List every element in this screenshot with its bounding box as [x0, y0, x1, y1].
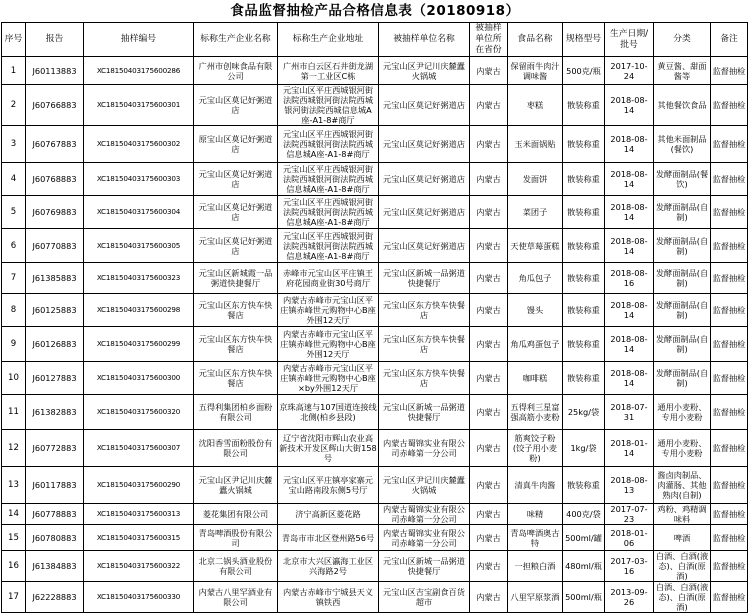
table-row — [2, 327, 748, 362]
seq-cell: 4 — [2, 163, 26, 196]
remark-cell: 监督抽检 — [711, 525, 748, 551]
report-cell: J60117883 — [26, 467, 84, 504]
spec-cell: 散装称重 — [563, 294, 605, 327]
spec-cell: 散装称重 — [563, 163, 605, 196]
spec-cell: 散装称重 — [563, 327, 605, 362]
seq-cell: 8 — [2, 294, 26, 327]
province-cell: 内蒙古 — [470, 85, 508, 126]
province-cell: 内蒙古 — [470, 395, 508, 430]
province-cell: 内蒙古 — [470, 57, 508, 85]
producer-name-cell: 五得利集团柏乡面粉有限公司 — [194, 395, 278, 430]
header-cell: 序号 — [2, 23, 26, 57]
sample-code-cell: XC18150403175600300 — [84, 362, 194, 395]
food-name-cell: 角瓜鸡蛋包子 — [508, 327, 563, 362]
report-cell: J60770883 — [26, 229, 84, 263]
producer-address-cell: 济宁高新区菱花路 — [278, 504, 379, 525]
sample-code-cell: XC18150403175600304 — [84, 196, 194, 229]
remark-cell: 监督抽检 — [711, 504, 748, 525]
category-cell: 黄豆酱、甜面酱等 — [654, 57, 711, 85]
header-cell: 分类 — [654, 23, 711, 57]
sample-code-cell: XC18150403175600302 — [84, 126, 194, 163]
sample-code-cell: XC18150403175600322 — [84, 551, 194, 582]
province-cell: 内蒙古 — [470, 430, 508, 467]
remark-cell: 监督抽检 — [711, 126, 748, 163]
report-cell: J60768883 — [26, 163, 84, 196]
header-cell: 报告 — [26, 23, 84, 57]
date-cell: 2018-08-14 — [605, 362, 654, 395]
date-cell: 2017-03-16 — [605, 551, 654, 582]
food-name-cell: 馒头 — [508, 294, 563, 327]
remark-cell: 监督抽检 — [711, 467, 748, 504]
producer-name-cell: 菱花集团有限公司 — [194, 504, 278, 525]
table-row — [2, 163, 748, 196]
food-name-cell: 角瓜包子 — [508, 263, 563, 294]
producer-address-cell: 辽宁省沈阳市辉山农业高新技术开发区辉山大街158号 — [278, 430, 379, 467]
category-cell: 其他餐饮食品 — [654, 85, 711, 126]
province-cell: 内蒙古 — [470, 263, 508, 294]
category-cell: 通用小麦粉、专用小麦粉 — [654, 395, 711, 430]
food-name-cell: 味精 — [508, 504, 563, 525]
date-cell: 2018-08-14 — [605, 327, 654, 362]
producer-address-cell: 北京市大兴区瀛海工业区兴海路2号 — [278, 551, 379, 582]
producer-address-cell: 元宝山区平庄西城银河街法院西城银河街法院西城信息城A座-A1-8#商厅 — [278, 229, 379, 263]
province-cell: 内蒙古 — [470, 126, 508, 163]
report-cell: J60772883 — [26, 430, 84, 467]
table-row — [2, 229, 748, 263]
category-cell: 白酒、白酒(液态)、白酒(原酒) — [654, 582, 711, 613]
province-cell: 内蒙古 — [470, 294, 508, 327]
report-cell: J60780883 — [26, 525, 84, 551]
province-cell: 内蒙古 — [470, 362, 508, 395]
date-cell: 2018-08-14 — [605, 229, 654, 263]
seq-cell: 6 — [2, 229, 26, 263]
date-cell: 2018-08-14 — [605, 126, 654, 163]
header-cell: 被抽样单位所在省份 — [470, 23, 508, 57]
sampled-unit-cell: 元宝山区东方快车快餐店 — [379, 362, 470, 395]
category-cell: 酱卤肉制品、肉灌肠、其他熟肉(自制) — [654, 467, 711, 504]
remark-cell: 监督抽检 — [711, 362, 748, 395]
producer-address-cell: 元宝山区平庄镇亭家寨元宝山路南段东侧5号厅 — [278, 467, 379, 504]
sampled-unit-cell: 元宝山区新城一品粥道快捷餐厅 — [379, 395, 470, 430]
producer-name-cell: 元宝山区东方快车快餐店 — [194, 362, 278, 395]
spec-cell: 500克/瓶 — [563, 57, 605, 85]
producer-address-cell: 元宝山区平庄西城银河街法院西城银河街法院西城信息城A座-A1-8#商厅 — [278, 163, 379, 196]
producer-address-cell: 元宝山区平庄西城银河街法院西城银河街法院西城银河街法院西城信息城A座-A1-8#商厅 — [278, 85, 379, 126]
header-cell: 抽样编号 — [84, 23, 194, 57]
report-cell: J62228883 — [26, 582, 84, 613]
spec-cell: 散装称重 — [563, 229, 605, 263]
seq-cell: 17 — [2, 582, 26, 613]
date-cell: 2018-01-14 — [605, 430, 654, 467]
sample-code-cell: XC18150403175600298 — [84, 294, 194, 327]
spec-cell: 25kg/袋 — [563, 395, 605, 430]
table-row — [2, 294, 748, 327]
header-cell: 被抽样单位名称 — [379, 23, 470, 57]
table-row — [2, 467, 748, 504]
sampled-unit-cell: 元宝山区莫记好粥道店 — [379, 196, 470, 229]
category-cell: 发酵面制品(自制) — [654, 327, 711, 362]
category-cell: 发酵面制品(自制) — [654, 294, 711, 327]
spec-cell: 400克/袋 — [563, 504, 605, 525]
sample-code-cell: XC18150403175600323 — [84, 263, 194, 294]
spec-cell: 散装称重 — [563, 196, 605, 229]
producer-address-cell: 京珠高速与107国道连接线北侧(柏乡县段) — [278, 395, 379, 430]
sampled-unit-cell: 元宝山区新城一品粥道快捷餐厅 — [379, 263, 470, 294]
sampled-unit-cell: 元宝山区尹记川庆麓蠹火锅城 — [379, 467, 470, 504]
report-cell: J60766883 — [26, 85, 84, 126]
remark-cell: 监督抽检 — [711, 395, 748, 430]
producer-name-cell: 元宝山区莫记好粥道店 — [194, 196, 278, 229]
remark-cell: 监督抽检 — [711, 327, 748, 362]
table-row — [2, 263, 748, 294]
table-row — [2, 362, 748, 395]
date-cell: 2013-09-26 — [605, 582, 654, 613]
table-row — [2, 430, 748, 467]
producer-address-cell: 广州市白云区石井街龙湖第一工业区C栋 — [278, 57, 379, 85]
province-cell: 内蒙古 — [470, 582, 508, 613]
date-cell: 2018-08-14 — [605, 163, 654, 196]
food-name-cell: 玉米面锅贴 — [508, 126, 563, 163]
category-cell: 鸡粉、鸡精调味料 — [654, 504, 711, 525]
food-name-cell: 菜团子 — [508, 196, 563, 229]
report-cell: J61382883 — [26, 395, 84, 430]
spec-cell: 1kg/袋 — [563, 430, 605, 467]
table-row — [2, 582, 748, 613]
sample-code-cell: XC18150403175600315 — [84, 525, 194, 551]
remark-cell: 监督抽检 — [711, 551, 748, 582]
remark-cell: 监督抽检 — [711, 57, 748, 85]
seq-cell: 11 — [2, 395, 26, 430]
remark-cell: 监督抽检 — [711, 582, 748, 613]
remark-cell: 监督抽检 — [711, 163, 748, 196]
province-cell: 内蒙古 — [470, 525, 508, 551]
table-row — [2, 395, 748, 430]
report-cell: J60126883 — [26, 327, 84, 362]
producer-address-cell: 赤峰市元宝山区平庄镇王府花园商业街30号商厅 — [278, 263, 379, 294]
province-cell: 内蒙古 — [470, 163, 508, 196]
date-cell: 2018-08-14 — [605, 85, 654, 126]
sampled-unit-cell: 元宝山区莫记好粥道店 — [379, 126, 470, 163]
seq-cell: 2 — [2, 85, 26, 126]
header-cell: 规格型号 — [563, 23, 605, 57]
table-row — [2, 57, 748, 85]
table-row — [2, 504, 748, 525]
province-cell: 内蒙古 — [470, 467, 508, 504]
province-cell: 内蒙古 — [470, 327, 508, 362]
report-cell: J60778883 — [26, 504, 84, 525]
sample-code-cell: XC18150403175600299 — [84, 327, 194, 362]
producer-name-cell: 元宝山区莫记好粥道店 — [194, 229, 278, 263]
sample-code-cell: XC18150403175600305 — [84, 229, 194, 263]
food-name-cell: 枣糕 — [508, 85, 563, 126]
food-name-cell: 咖啡糕 — [508, 362, 563, 395]
producer-name-cell: 元宝山区莫记好粥道店 — [194, 163, 278, 196]
inspection-table — [1, 22, 748, 613]
sampled-unit-cell: 元宝山区吉宝副食百货超市 — [379, 582, 470, 613]
producer-name-cell: 元宝山区东方快车快餐店 — [194, 294, 278, 327]
producer-name-cell: 元宝山区东方快车快餐店 — [194, 327, 278, 362]
report-cell: J61385883 — [26, 263, 84, 294]
sampled-unit-cell: 元宝山区莫记好粥道店 — [379, 163, 470, 196]
seq-cell: 15 — [2, 525, 26, 551]
category-cell: 发酵面制品(自制) — [654, 362, 711, 395]
category-cell: 白酒、白酒(液态)、白酒(原酒) — [654, 551, 711, 582]
producer-address-cell: 内蒙古赤峰市元宝山区平庄镇赤峰世元购物中心B座外围12天厅 — [278, 294, 379, 327]
header-cell: 标称生产企业名称 — [194, 23, 278, 57]
sampled-unit-cell: 元宝山区东方快车快餐店 — [379, 327, 470, 362]
sample-code-cell: XC18150403175600286 — [84, 57, 194, 85]
province-cell: 内蒙古 — [470, 504, 508, 525]
seq-cell: 16 — [2, 551, 26, 582]
seq-cell: 10 — [2, 362, 26, 395]
date-cell: 2018-08-14 — [605, 196, 654, 229]
sampled-unit-cell: 内蒙古蜀锦实业有限公司赤峰第一分公司 — [379, 430, 470, 467]
sample-code-cell: XC18150403175600307 — [84, 430, 194, 467]
header-cell: 生产日期/批号 — [605, 23, 654, 57]
report-cell: J60113883 — [26, 57, 84, 85]
header-cell: 备注 — [711, 23, 748, 57]
remark-cell: 监督抽检 — [711, 196, 748, 229]
seq-cell: 9 — [2, 327, 26, 362]
food-name-cell: 五得利三星富强高筋小麦粉 — [508, 395, 563, 430]
producer-address-cell: 内蒙古赤峰市元宝山区平庄镇赤峰世元购物中心B座×by外围12天厅 — [278, 362, 379, 395]
food-name-cell: 发面饼 — [508, 163, 563, 196]
remark-cell: 监督抽检 — [711, 294, 748, 327]
producer-name-cell: 沈阳香雪面粉股份有限公司 — [194, 430, 278, 467]
food-name-cell: 保留雨牛肉汁调味酱 — [508, 57, 563, 85]
province-cell: 内蒙古 — [470, 229, 508, 263]
date-cell: 2017-07-23 — [605, 504, 654, 525]
date-cell: 2018-08-13 — [605, 467, 654, 504]
report-cell: J60127883 — [26, 362, 84, 395]
spec-cell: 480ml/瓶 — [563, 551, 605, 582]
producer-address-cell: 内蒙古赤峰市宁城县天义镇铁西 — [278, 582, 379, 613]
spec-cell: 散装称重 — [563, 467, 605, 504]
province-cell: 内蒙古 — [470, 551, 508, 582]
producer-name-cell: 广州市创味食品有限公司 — [194, 57, 278, 85]
date-cell: 2018-08-14 — [605, 294, 654, 327]
category-cell: 通用小麦粉、专用小麦粉 — [654, 430, 711, 467]
seq-cell: 5 — [2, 196, 26, 229]
food-name-cell: 八里罕原浆酒 — [508, 582, 563, 613]
category-cell: 发酵面制品(餐饮) — [654, 163, 711, 196]
date-cell: 2018-01-06 — [605, 525, 654, 551]
seq-cell: 3 — [2, 126, 26, 163]
seq-cell: 14 — [2, 504, 26, 525]
remark-cell: 监督抽检 — [711, 263, 748, 294]
date-cell: 2018-08-16 — [605, 263, 654, 294]
table-row — [2, 85, 748, 126]
sampled-unit-cell: 元宝山区新城一品粥道快捷餐厅 — [379, 551, 470, 582]
report-cell: J61384883 — [26, 551, 84, 582]
remark-cell: 监督抽检 — [711, 85, 748, 126]
remark-cell: 监督抽检 — [711, 229, 748, 263]
producer-address-cell: 内蒙古赤峰市元宝山区平庄镇赤峰世元购物中心B座外围12天厅 — [278, 327, 379, 362]
sample-code-cell: XC18150403175600320 — [84, 395, 194, 430]
producer-name-cell: 内蒙古八里罕酒业有限公司 — [194, 582, 278, 613]
page-title: 食品监督抽检产品合格信息表（20180918） — [230, 3, 520, 19]
producer-name-cell: 元宝山区尹记川庆麓蠹火锅城 — [194, 467, 278, 504]
report-cell: J60125883 — [26, 294, 84, 327]
spec-cell: 散装称重 — [563, 263, 605, 294]
sampled-unit-cell: 元宝山区莫记好粥道店 — [379, 229, 470, 263]
food-name-cell: 天使草莓蛋糕 — [508, 229, 563, 263]
producer-name-cell: 原宝山区莫记好粥道店 — [194, 126, 278, 163]
sampled-unit-cell: 内蒙古蜀锦实业有限公司赤峰第一分公司 — [379, 525, 470, 551]
spec-cell: 500ml/罐 — [563, 525, 605, 551]
report-cell: J60767883 — [26, 126, 84, 163]
category-cell: 啤酒 — [654, 525, 711, 551]
food-name-cell: 青岛啤酒奥古特 — [508, 525, 563, 551]
category-cell: 发酵面制品(自制) — [654, 229, 711, 263]
seq-cell: 12 — [2, 430, 26, 467]
header-cell: 食品名称 — [508, 23, 563, 57]
producer-name-cell: 北京二锅头酒业股份有限公司 — [194, 551, 278, 582]
date-cell: 2018-07-31 — [605, 395, 654, 430]
sample-code-cell: XC18150403175600313 — [84, 504, 194, 525]
report-cell: J60769883 — [26, 196, 84, 229]
producer-name-cell: 青岛啤酒股份有限公司 — [194, 525, 278, 551]
seq-cell: 1 — [2, 57, 26, 85]
date-cell: 2017-10-24 — [605, 57, 654, 85]
food-name-cell: 筋爽饺子粉(饺子用小麦粉) — [508, 430, 563, 467]
producer-name-cell: 元宝山区新城霞一品粥道快捷餐厅 — [194, 263, 278, 294]
food-name-cell: 清真牛肉酱 — [508, 467, 563, 504]
table-row — [2, 126, 748, 163]
sampled-unit-cell: 元宝山区尹记川庆麓蠹火锅城 — [379, 57, 470, 85]
table-row — [2, 551, 748, 582]
producer-address-cell: 元宝山区平庄西城银河街法院西城银河街法院西城信息城A座-A1-8#商厅 — [278, 196, 379, 229]
remark-cell: 监督抽检 — [711, 430, 748, 467]
sampled-unit-cell: 元宝山区东方快车快餐店 — [379, 294, 470, 327]
producer-address-cell: 元宝山区平庄西城银河街法院西城银河街法院西城信息城A座-A1-8#商厅 — [278, 126, 379, 163]
sampled-unit-cell: 元宝山区莫记好粥道店 — [379, 85, 470, 126]
food-name-cell: 一担粮白酒 — [508, 551, 563, 582]
producer-name-cell: 元宝山区莫记好粥道店 — [194, 85, 278, 126]
sample-code-cell: XC18150403175600303 — [84, 163, 194, 196]
category-cell: 发酵面制品(自制) — [654, 196, 711, 229]
sample-code-cell: XC18150403175600301 — [84, 85, 194, 126]
spec-cell: 散装称重 — [563, 126, 605, 163]
province-cell: 内蒙古 — [470, 196, 508, 229]
spec-cell: 散装称重 — [563, 85, 605, 126]
sample-code-cell: XC18150403175600330 — [84, 582, 194, 613]
table-row — [2, 525, 748, 551]
category-cell: 其他米面制品(餐饮) — [654, 126, 711, 163]
table-header-row — [2, 23, 748, 57]
sample-code-cell: XC18150403175600290 — [84, 467, 194, 504]
seq-cell: 13 — [2, 467, 26, 504]
spec-cell: 散装称重 — [563, 362, 605, 395]
category-cell: 发酵面制品(自制) — [654, 263, 711, 294]
producer-address-cell: 青岛市市北区登州路56号 — [278, 525, 379, 551]
seq-cell: 7 — [2, 263, 26, 294]
spec-cell: 500ml/瓶 — [563, 582, 605, 613]
sampled-unit-cell: 内蒙古蜀锦实业有限公司赤峰第一分公司 — [379, 504, 470, 525]
header-cell: 标称生产企业地址 — [278, 23, 379, 57]
table-row — [2, 196, 748, 229]
